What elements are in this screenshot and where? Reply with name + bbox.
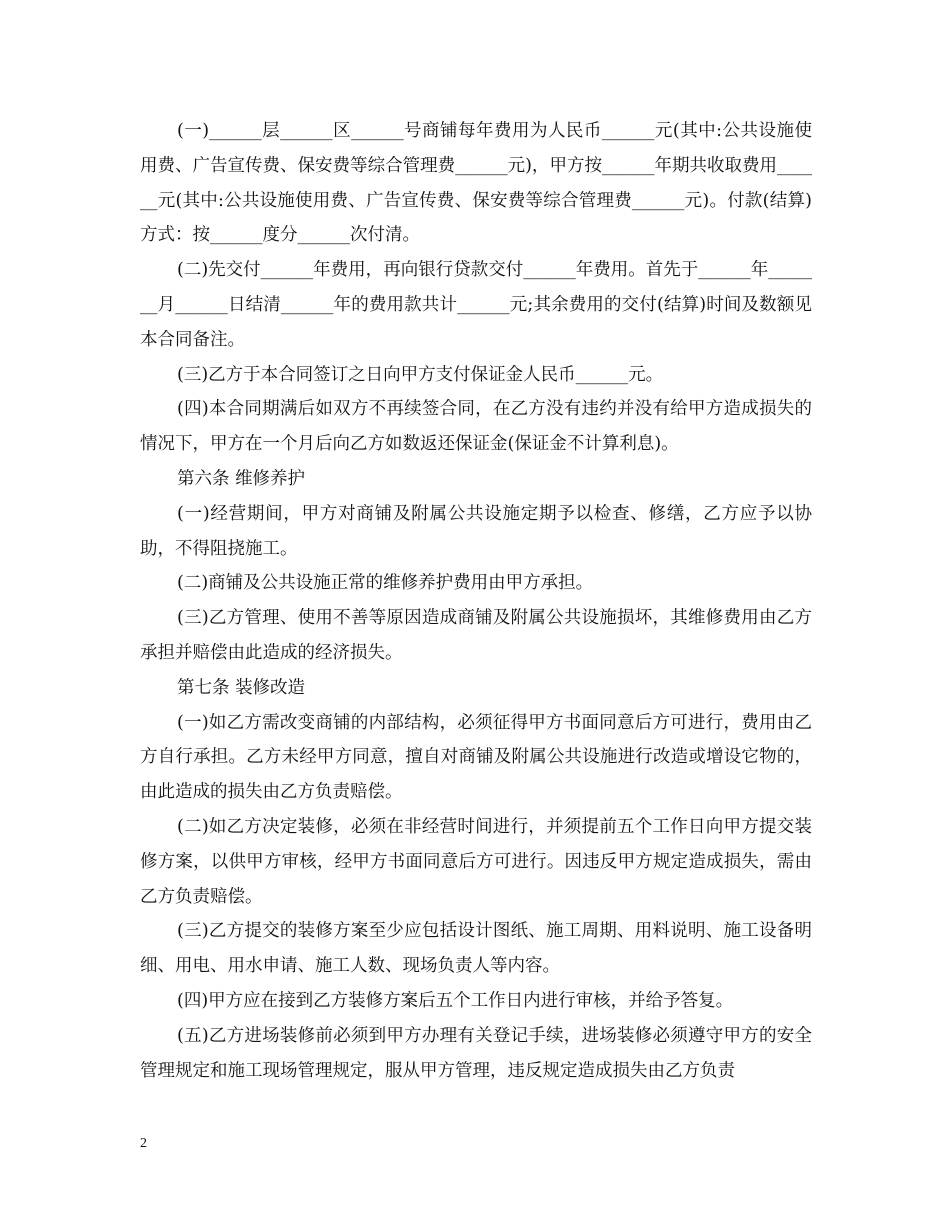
paragraph-payment-schedule: (二)先交付______年费用，再向银行贷款交付______年费用。首先于______年_______月______日结清______年的费用款共计______元;其余费用的交付(结算)时间及数额见本合同备注。 — [140, 260, 812, 350]
paragraph-deposit-refund: (四)本合同期满后如双方不再续签合同，在乙方没有违约并没有给甲方造成损失的情况下，甲方在一个月后向乙方如数返还保证金(保证金不计算利息)。 — [140, 399, 812, 455]
document-body — [140, 114, 812, 1088]
paragraph-fee-amount: (一)______层______区______号商铺每年费用为人民币______元(其中:公共设施使用费、广告宣传费、保安费等综合管理费______元)，甲方按______年期共收取费用______元(其中:公共设施使用费、广告宣传费、保安费等综合管理费______元)。付款(结算)方式：按______度分______次付清。 — [140, 121, 812, 246]
paragraph-maintenance-1: (一)经营期间，甲方对商铺及附属公共设施定期予以检查、修缮，乙方应予以协助，不得阻挠施工。 — [140, 503, 812, 559]
paragraph-renovation-4: (四)甲方应在接到乙方装修方案后五个工作日内进行审核，并给予答复。 — [177, 990, 734, 1011]
paragraph-renovation-3: (三)乙方提交的装修方案至少应包括设计图纸、施工周期、用料说明、施工设备明细、用电、用水申请、施工人数、现场负责人等内容。 — [140, 921, 812, 977]
paragraph-renovation-5: (五)乙方进场装修前必须到甲方办理有关登记手续，进场装修必须遵守甲方的安全管理规定和施工现场管理规定，服从甲方管理，违反规定造成损失由乙方负责 — [140, 1025, 812, 1081]
paragraph-maintenance-3: (三)乙方管理、使用不善等原因造成商铺及附属公共设施损坏，其维修费用由乙方承担并赔偿由此造成的经济损失。 — [140, 608, 812, 663]
page-number: 2 — [140, 1136, 147, 1151]
section-heading-renovation: 第七条 装修改造 — [177, 677, 306, 698]
paragraph-renovation-1: (一)如乙方需改变商铺的内部结构，必须征得甲方书面同意后方可进行，费用由乙方自行承担。乙方未经甲方同意，擅自对商铺及附属公共设施进行改造或增设它物的，由此造成的损失由乙方负责赔偿。 — [140, 712, 812, 803]
paragraph-maintenance-2: (二)商铺及公共设施正常的维修养护费用由甲方承担。 — [177, 573, 594, 594]
paragraph-renovation-2: (二)如乙方决定装修，必须在非经营时间进行，并须提前五个工作日向甲方提交装修方案，以供甲方审核，经甲方书面同意后方可进行。因违反甲方规定造成损失，需由乙方负责赔偿。 — [140, 816, 812, 907]
paragraph-deposit: (三)乙方于本合同签订之日向甲方支付保证金人民币______元。 — [177, 364, 664, 385]
section-heading-maintenance: 第六条 维修养护 — [177, 468, 306, 489]
